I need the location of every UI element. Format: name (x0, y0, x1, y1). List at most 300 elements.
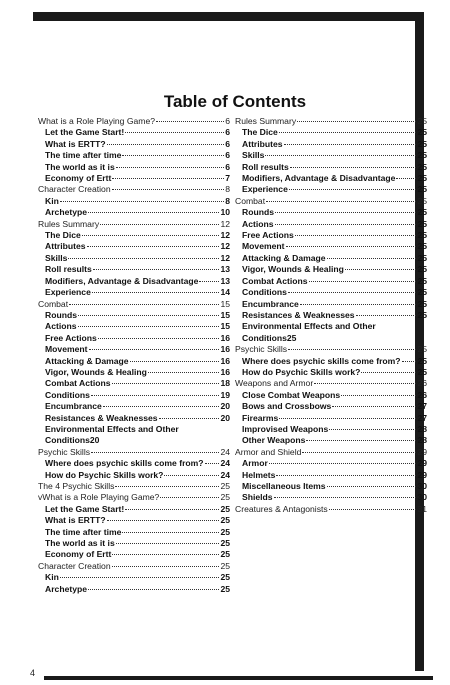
toc-entry-label: Kin (45, 572, 59, 583)
toc-entry-label: Attributes (45, 241, 86, 252)
dot-leader (286, 246, 417, 247)
dot-leader (275, 212, 416, 213)
toc-entry-page: 19 (220, 389, 230, 400)
toc-entry-page: 25 (417, 230, 427, 241)
toc-entry[interactable] (235, 356, 427, 367)
toc-entry[interactable] (235, 139, 427, 150)
dot-leader (327, 258, 417, 259)
toc-entry-page: 12 (220, 218, 230, 229)
dot-leader (309, 281, 417, 282)
toc-entry[interactable] (235, 413, 427, 424)
dot-leader (112, 178, 224, 179)
dot-leader (341, 395, 416, 396)
toc-entry-page: 25 (220, 538, 230, 549)
toc-entry-page: 28 (417, 435, 427, 446)
toc-entry-label: Character Creation (38, 184, 111, 195)
dot-leader (289, 189, 417, 190)
toc-entry-label: What is ERTT? (45, 515, 106, 526)
toc-entry-label: Where does psychic skills come from? (242, 355, 401, 366)
dot-leader (288, 349, 416, 350)
toc-entry-label: Other Weapons (242, 435, 306, 446)
dot-leader (288, 292, 417, 293)
toc-entry-label: Environmental Effects and Other (242, 321, 376, 332)
toc-entry[interactable] (235, 150, 427, 161)
toc-entry-label: Encumbrance (45, 401, 102, 412)
toc-entry-label: vWhat is a Role Playing Game? (38, 492, 160, 503)
dot-leader (107, 144, 225, 145)
dot-leader (269, 463, 417, 464)
toc-entry[interactable] (235, 184, 427, 195)
bottom-rule (44, 676, 433, 680)
toc-entry[interactable] (235, 264, 427, 275)
toc-entry-label: Resistances & Weaknesses (242, 309, 355, 320)
toc-section-entry[interactable] (38, 184, 230, 195)
dot-leader (60, 577, 220, 578)
dot-leader (159, 418, 220, 419)
toc-entry-label: Modifiers, Advantage & Disadvantage (242, 173, 396, 184)
toc-entry[interactable] (38, 390, 230, 401)
dot-leader (125, 509, 219, 510)
toc-entry-label: Let the Game Start! (45, 127, 125, 138)
toc-entry-label: The world as it is (45, 161, 115, 172)
toc-entry-page: 6 (225, 116, 230, 126)
dot-leader (148, 372, 220, 373)
toc-entry[interactable] (38, 196, 230, 207)
toc-entry[interactable] (38, 401, 230, 412)
toc-entry[interactable] (38, 276, 230, 287)
toc-entry[interactable] (38, 230, 230, 241)
toc-right-column (235, 116, 427, 515)
toc-entry-page: 25 (417, 127, 427, 138)
dot-leader (361, 372, 416, 373)
toc-entry-page: 27 (417, 401, 427, 412)
dot-leader (266, 201, 416, 202)
toc-entry-page: 24 (220, 458, 230, 469)
toc-entry-label: Archetype (45, 207, 88, 218)
toc-entry-label: Bows and Crossbows (242, 401, 332, 412)
toc-entry-label: Improvised Weapons (242, 423, 329, 434)
toc-entry-page: 16 (220, 355, 230, 366)
dot-leader (356, 315, 417, 316)
toc-entry-label: Firearms (242, 412, 279, 423)
toc-entry-page: 28 (417, 423, 427, 434)
toc-entry[interactable] (38, 367, 230, 378)
toc-entry[interactable] (235, 162, 427, 173)
toc-section-entry[interactable] (235, 116, 427, 127)
toc-entry-label: Economy of Ertt (45, 173, 112, 184)
toc-entry-page: 24 (220, 446, 230, 457)
dot-leader (276, 475, 416, 476)
toc-entry-page: 25 (417, 218, 427, 229)
dot-leader (122, 155, 224, 156)
toc-left-column (38, 116, 230, 595)
toc-entry[interactable] (235, 470, 427, 481)
toc-entry-page: 29 (417, 446, 427, 457)
dot-leader (279, 132, 417, 133)
dot-leader (402, 361, 417, 362)
toc-entry[interactable] (235, 299, 427, 310)
toc-entry[interactable] (235, 367, 427, 378)
toc-section-entry[interactable] (235, 196, 427, 207)
dot-leader (295, 235, 417, 236)
toc-entry[interactable] (235, 401, 427, 412)
toc-entry[interactable] (38, 139, 230, 150)
toc-entry-label: What is a Role Playing Game? (38, 116, 156, 126)
toc-entry-page: 6 (225, 127, 230, 138)
dot-leader (107, 520, 220, 521)
toc-entry-label: Encumbrance (242, 298, 299, 309)
toc-entry-page: 25 (220, 526, 230, 537)
dot-leader (112, 383, 220, 384)
toc-entry-label: Free Actions (45, 332, 97, 343)
toc-entry[interactable] (235, 276, 427, 287)
toc-entry-label: Rules Summary (38, 218, 100, 229)
toc-entry[interactable] (235, 173, 427, 184)
toc-entry-page: 25 (220, 515, 230, 526)
toc-entry-label: How do Psychic Skills work? (45, 469, 164, 480)
toc-entry[interactable] (38, 538, 230, 549)
toc-entry-page: 25 (417, 287, 427, 298)
dot-leader (156, 121, 224, 122)
toc-section-entry[interactable] (38, 116, 230, 127)
dot-leader (279, 418, 416, 419)
toc-entry[interactable] (38, 470, 230, 481)
dot-leader (88, 212, 219, 213)
toc-entry-page: 13 (220, 275, 230, 286)
toc-entry-label: Conditions (242, 287, 287, 298)
toc-entry-label: Weapons and Armor (235, 378, 314, 389)
toc-entry-page: 27 (417, 412, 427, 423)
toc-entry-page: 25 (220, 549, 230, 560)
toc-entry-label: Vigor, Wounds & Healing (45, 366, 147, 377)
toc-entry-page: 12 (220, 230, 230, 241)
toc-entry[interactable] (235, 127, 427, 138)
toc-entry-label: Armor (242, 458, 268, 469)
toc-entry-label: Environmental Effects and Other (45, 423, 179, 434)
toc-entry[interactable] (235, 458, 427, 469)
toc-entry-page: 20 (220, 401, 230, 412)
toc-entry-page: 25 (417, 275, 427, 286)
toc-entry-label: Vigor, Wounds & Healing (242, 264, 344, 275)
dot-leader (284, 144, 417, 145)
toc-entry-label: Experience (242, 184, 288, 195)
toc-entry[interactable] (235, 207, 427, 218)
toc-entry-label: Shields (242, 492, 273, 503)
toc-entry-page: 13 (220, 264, 230, 275)
toc-entry-page: 25 (220, 572, 230, 583)
dot-leader (275, 224, 417, 225)
toc-entry-label: The Dice (242, 127, 278, 138)
toc-entry[interactable] (38, 424, 230, 447)
toc-entry-page: 25 (417, 252, 427, 263)
dot-leader (82, 235, 220, 236)
toc-section-entry[interactable] (38, 219, 230, 230)
toc-entry-label: Helmets (242, 469, 276, 480)
dot-leader (332, 406, 416, 407)
page-title: Table of Contents (163, 92, 307, 111)
dot-leader (265, 155, 416, 156)
toc-entry-page: 25 (417, 116, 427, 126)
toc-entry[interactable] (38, 344, 230, 355)
toc-entry-label: Psychic Skills (38, 446, 91, 457)
dot-leader (98, 338, 220, 339)
toc-entry-label: Armor and Shield (235, 446, 302, 457)
dot-leader (122, 532, 219, 533)
toc-entry-page: 25 (220, 481, 230, 491)
toc-entry[interactable] (38, 264, 230, 275)
toc-entry[interactable] (235, 230, 427, 241)
dot-leader (112, 554, 219, 555)
toc-entry-page: 25 (417, 184, 427, 195)
toc-entry-page: 8 (225, 195, 230, 206)
dot-leader (329, 509, 417, 510)
dot-leader (91, 395, 220, 396)
toc-entry-label: The Dice (45, 230, 81, 241)
toc-entry[interactable] (38, 162, 230, 173)
toc-entry-label: Rounds (242, 207, 274, 218)
toc-entry-label: Attacking & Damage (242, 252, 326, 263)
toc-entry-label: Rounds (45, 309, 77, 320)
toc-entry[interactable] (235, 287, 427, 298)
toc-entry-label: Resistances & Weaknesses (45, 412, 158, 423)
toc-entry[interactable] (235, 241, 427, 252)
toc-entry-label: Archetype (45, 583, 88, 594)
dot-leader (78, 326, 220, 327)
toc-entry[interactable] (38, 310, 230, 321)
toc-entry-label: Actions (242, 218, 274, 229)
dot-leader (116, 543, 220, 544)
toc-entry-label: Modifiers, Advantage & Disadvantage (45, 275, 199, 286)
toc-entry-page: 16 (220, 344, 230, 355)
toc-entry-label: The time after time (45, 526, 122, 537)
toc-entry[interactable] (38, 287, 230, 298)
dot-leader (314, 383, 416, 384)
dot-leader (91, 452, 219, 453)
toc-entry-page: 29 (417, 469, 427, 480)
toc-entry-page: 25 (220, 503, 230, 514)
toc-entry[interactable] (235, 492, 427, 503)
toc-entry-page: 15 (220, 309, 230, 320)
toc-entry[interactable] (235, 390, 427, 401)
dot-leader (290, 167, 417, 168)
dot-leader (329, 429, 416, 430)
toc-section-entry[interactable] (235, 378, 427, 389)
toc-entry[interactable] (38, 241, 230, 252)
dot-leader (92, 292, 220, 293)
toc-entry-page: 25 (417, 309, 427, 320)
toc-entry[interactable] (38, 572, 230, 583)
dot-leader (69, 304, 219, 305)
toc-entry[interactable] (38, 127, 230, 138)
toc-entry-page: 30 (417, 492, 427, 503)
toc-entry-label: What is ERTT? (45, 138, 106, 149)
dot-leader (100, 224, 219, 225)
toc-entry-page: 24 (220, 469, 230, 480)
toc-entry[interactable] (235, 481, 427, 492)
toc-entry-label-continued: Conditions (242, 332, 287, 343)
dot-leader (306, 440, 416, 441)
dot-leader (116, 167, 224, 168)
dot-leader (164, 475, 219, 476)
toc-entry-page: 30 (417, 481, 427, 491)
dot-leader (78, 315, 219, 316)
toc-entry-page: 25 (220, 492, 230, 503)
toc-entry-label: Attacking & Damage (45, 355, 129, 366)
toc-entry[interactable] (235, 435, 427, 446)
dot-leader (112, 189, 225, 190)
toc-entry-label: Actions (45, 321, 77, 332)
toc-entry-page: 10 (220, 207, 230, 218)
toc-section-entry[interactable] (38, 481, 230, 492)
toc-entry-page: 15 (220, 298, 230, 309)
toc-entry[interactable] (235, 310, 427, 321)
toc-entry[interactable] (38, 356, 230, 367)
toc-entry-label: Free Actions (242, 230, 294, 241)
toc-section-entry[interactable] (235, 447, 427, 458)
toc-section-entry[interactable] (38, 561, 230, 572)
toc-entry-page: 25 (417, 241, 427, 252)
dot-leader (115, 486, 219, 487)
toc-entry-page: 25 (220, 560, 230, 571)
toc-entry-label: Psychic Skills (235, 344, 288, 355)
dot-leader (396, 178, 416, 179)
toc-entry-page: 25 (417, 195, 427, 206)
toc-entry-label: Roll results (242, 161, 289, 172)
toc-entry[interactable] (38, 378, 230, 389)
toc-entry-page: 29 (417, 458, 427, 469)
toc-section-entry[interactable] (235, 504, 427, 515)
toc-entry-page: 6 (225, 138, 230, 149)
toc-entry-page: 25 (417, 366, 427, 377)
toc-entry-label: Kin (45, 195, 59, 206)
toc-entry-page: 25 (417, 298, 427, 309)
toc-entry-label-continued: Conditions (45, 435, 90, 446)
toc-section-entry[interactable] (38, 447, 230, 458)
toc-entry-page: 31 (417, 503, 427, 514)
toc-entry[interactable] (235, 219, 427, 230)
toc-section-entry[interactable] (38, 492, 230, 503)
toc-entry-page: 20 (89, 435, 100, 446)
toc-entry-label: Roll results (45, 264, 92, 275)
toc-entry[interactable] (235, 424, 427, 435)
toc-entry-label: Creatures & Antagonists (235, 503, 328, 514)
toc-entry-page: 12 (220, 252, 230, 263)
dot-leader (112, 566, 220, 567)
toc-entry[interactable] (38, 527, 230, 538)
toc-entry[interactable] (38, 458, 230, 469)
toc-entry-label: Rules Summary (235, 116, 297, 126)
toc-entry-label: Where does psychic skills come from? (45, 458, 204, 469)
toc-entry-label: Miscellaneous Items (242, 481, 326, 491)
toc-entry-page: 20 (220, 412, 230, 423)
toc-entry-page: 16 (220, 332, 230, 343)
toc-entry-page: 15 (220, 321, 230, 332)
dot-leader (130, 361, 220, 362)
dot-leader (125, 132, 224, 133)
toc-entry-page: 14 (220, 287, 230, 298)
toc-entry-label: Movement (242, 241, 285, 252)
dot-leader (60, 201, 224, 202)
toc-entry-label: Close Combat Weapons (242, 389, 341, 400)
toc-entry[interactable] (38, 173, 230, 184)
toc-entry[interactable] (235, 253, 427, 264)
toc-entry-label: Conditions (45, 389, 90, 400)
toc-entry[interactable] (38, 333, 230, 344)
toc-entry[interactable] (235, 321, 427, 344)
toc-entry-label: The world as it is (45, 538, 115, 549)
toc-entry[interactable] (38, 253, 230, 264)
toc-entry-label: Skills (45, 252, 68, 263)
toc-entry-label: How do Psychic Skills work? (242, 366, 361, 377)
dot-leader (160, 497, 219, 498)
toc-entry-page: 25 (417, 150, 427, 161)
toc-section-entry[interactable] (38, 299, 230, 310)
toc-entry-label: Movement (45, 344, 88, 355)
toc-entry-page: 25 (220, 583, 230, 594)
toc-entry-page: 25 (417, 207, 427, 218)
toc-entry-page: 7 (225, 173, 230, 184)
toc-entry-page: 18 (220, 378, 230, 389)
toc-entry[interactable] (38, 321, 230, 332)
dot-leader (89, 349, 220, 350)
dot-leader (88, 589, 219, 590)
toc-entry-page: 16 (220, 366, 230, 377)
dot-leader (199, 281, 219, 282)
toc-entry-page: 25 (417, 173, 427, 184)
dot-leader (274, 497, 417, 498)
toc-entry-page: 25 (417, 138, 427, 149)
dot-leader (103, 406, 220, 407)
toc-entry[interactable] (38, 549, 230, 560)
dot-leader (300, 304, 417, 305)
toc-entry[interactable] (38, 150, 230, 161)
toc-entry-label: Combat (235, 195, 266, 206)
toc-entry-page: 6 (225, 161, 230, 172)
dot-leader (68, 258, 219, 259)
toc-entry-page: 25 (417, 355, 427, 366)
toc-entry-label: The 4 Psychic Skills (38, 481, 115, 491)
toc-entry[interactable] (38, 504, 230, 515)
toc-entry-page: 25 (417, 344, 427, 355)
dot-leader (93, 269, 220, 270)
dot-leader (302, 452, 416, 453)
toc-entry-label: The time after time (45, 150, 122, 161)
toc-entry[interactable] (38, 207, 230, 218)
toc-entry-label: Experience (45, 287, 91, 298)
toc-entry-page: 25 (286, 332, 297, 343)
toc-entry[interactable] (38, 584, 230, 595)
toc-section-entry[interactable] (235, 344, 427, 355)
dot-leader (345, 269, 417, 270)
toc-entry[interactable] (38, 413, 230, 424)
toc-entry-label: Combat Actions (45, 378, 111, 389)
dot-leader (327, 486, 417, 487)
toc-entry-label: Combat (38, 298, 69, 309)
page-number: 4 (30, 668, 36, 678)
toc-entry-page: 25 (417, 264, 427, 275)
toc-entry-page: 6 (225, 150, 230, 161)
toc-entry-page: 12 (220, 241, 230, 252)
toc-entry-page: 26 (417, 378, 427, 389)
toc-entry-label: Economy of Ertt (45, 549, 112, 560)
toc-entry-page: 8 (225, 184, 230, 195)
toc-entry-page: 26 (417, 389, 427, 400)
toc-entry[interactable] (38, 515, 230, 526)
toc-entry-label: Skills (242, 150, 265, 161)
toc-entry-label: Attributes (242, 138, 283, 149)
toc-entry-page: 25 (417, 161, 427, 172)
dot-leader (297, 121, 416, 122)
